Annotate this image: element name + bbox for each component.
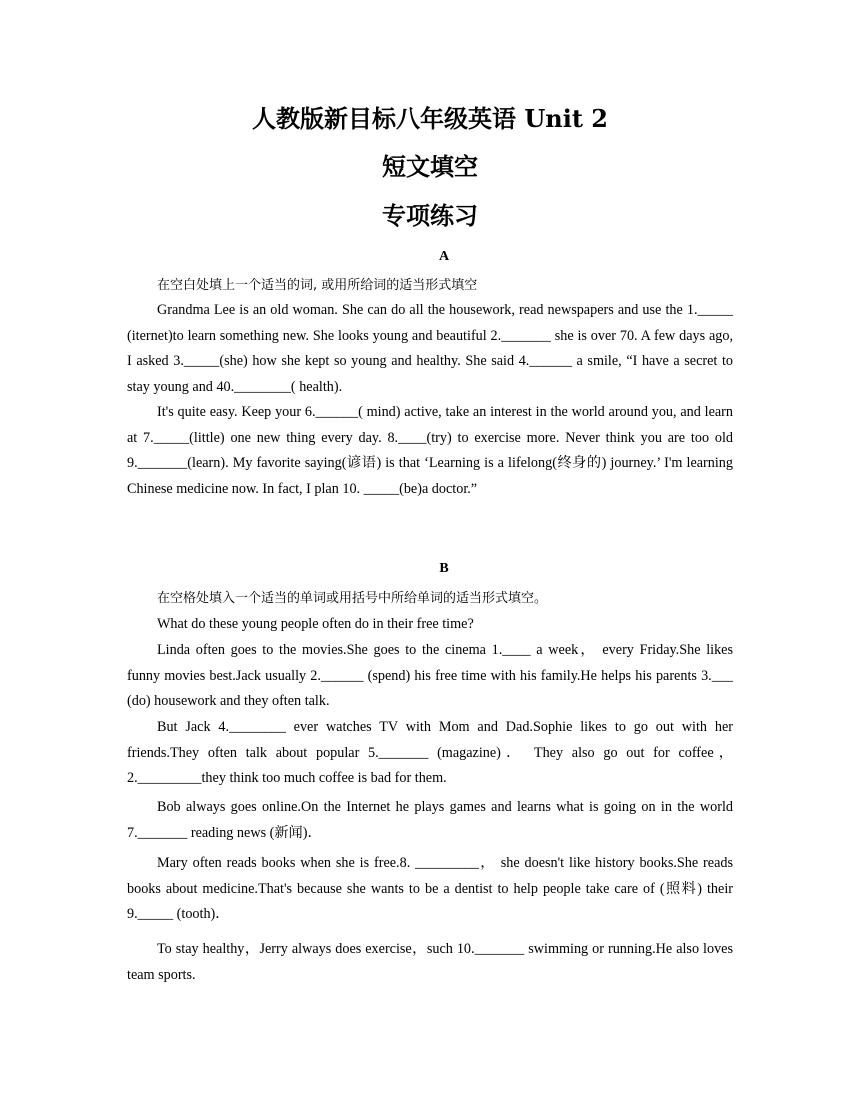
section-b-paragraph-5: Mary often reads books when she is free.8. _________， she doesn't like history books.She reads books about medicine.That's because she wants to be a dentist to help people take care of (照料) their 9._____ (tooth)．	[127, 855, 733, 922]
section-a-instruction: 在空白处填上一个适当的词, 或用所给词的适当形式填空	[157, 278, 478, 293]
section-b-paragraph-6: To stay healthy，Jerry always does exercise，such 10._______ swimming or running.He also loves team sports.	[127, 941, 733, 983]
section-b-paragraph-4: Bob always goes online.On the Internet he plays games and learns what is going on in the world 7._______ reading news (新闻)．	[127, 799, 733, 841]
document-title: 人教版新目标八年级英语 Unit 2	[252, 104, 608, 133]
section-a-paragraph-2: It's quite easy. Keep your 6.______( mind) active, take an interest in the world around you, and learn at 7._____(little) one new thing every day. 8.____(try) to exercise more. Never think you are too old 9._______(learn). My favorite saying(谚语) is that ‘Learning is a lifelong(终身的) journey.’ I'm learning Chinese medicine now. In fact, I plan 10. _____(be)a doctor.”	[127, 404, 733, 497]
section-b-paragraph-3: But Jack 4.________ ever watches TV with Mom and Dad.Sophie likes to go out with her friends.They often talk about popular 5._______ (magazine)． They also go out for coffee，2._________they think too much coffee is bad for them.	[127, 719, 733, 786]
section-b-paragraph-2: Linda often goes to the movies.She goes to the cinema 1.____ a week， every Friday.She likes funny movies best.Jack usually 2.______ (spend) his free time with his family.He helps his parents 3.___ (do) housework and they often talk.	[127, 642, 733, 709]
document-subtitle: 短文填空	[382, 152, 478, 181]
section-b-paragraph-1: What do these young people often do in their free time?	[157, 616, 474, 632]
section-b-instruction: 在空格处填入一个适当的单词或用括号中所给单词的适当形式填空。	[157, 591, 548, 606]
section-b-label: B	[439, 561, 449, 576]
document-subtitle-2: 专项练习	[382, 201, 478, 230]
section-a-paragraph-1: Grandma Lee is an old woman. She can do all the housework, read newspapers and use the 1._____ (iternet)to learn something new. She looks young and beautiful 2._______ she is over 70. A few days ago, I asked 3._____(she) how she kept so young and healthy. She said 4.______ a smile, “I have a secret to stay young and 40.________( health).	[127, 302, 733, 395]
section-a-label: A	[438, 249, 450, 264]
